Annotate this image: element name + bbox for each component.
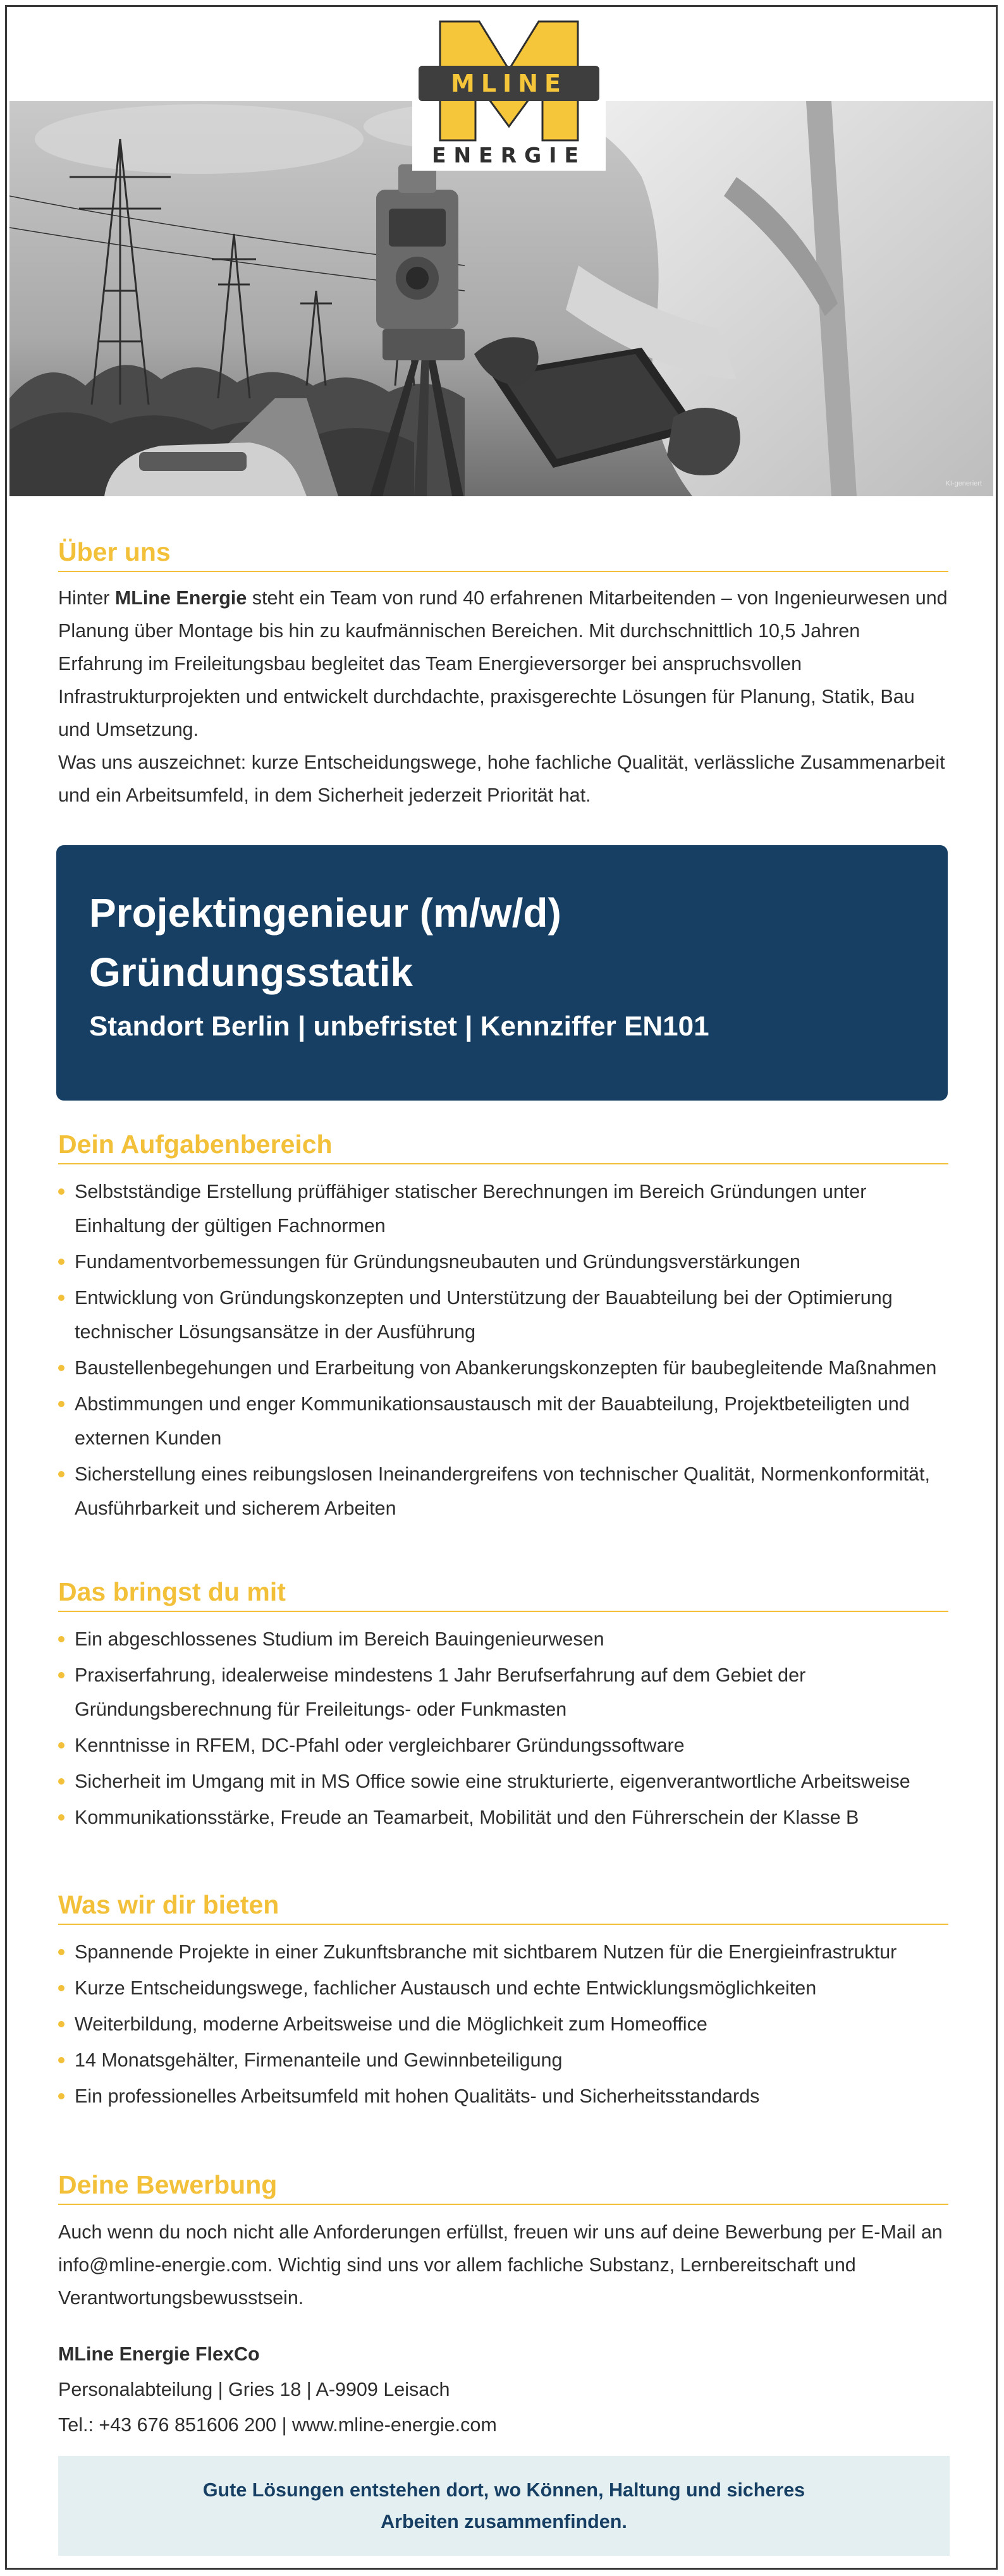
list-item: Weiterbildung, moderne Arbeitsweise und die Möglichkeit zum Homeoffice [58,2007,950,2041]
offer-list [58,1935,950,2115]
contact-address: Personalabteilung | Gries 18 | A-9909 Leisach [58,2379,450,2400]
list-item: Spannende Projekte in einer Zukunftsbranche mit sichtbarem Nutzen für die Energieinfrastruktur [58,1935,950,1969]
list-item: Kurze Entscheidungswege, fachlicher Austausch und echte Entwicklungsmöglichkeiten [58,1971,950,2005]
contact-phone-web: Tel.: +43 676 851606 200 | www.mline-energie.com [58,2414,497,2436]
list-item: Kommunikationsstärke, Freude an Teamarbeit, Mobilität und den Führerschein der Klasse B [58,1800,950,1834]
job-title-line2: Gründungsstatik [89,949,413,995]
tasks-title: Dein Aufgabenbereich [58,1130,948,1164]
list-item: Baustellenbegehungen und Erarbeitung von Abankerungskonzepten für baubegleitende Maßnahmen [58,1351,950,1385]
list-item: Ein professionelles Arbeitsumfeld mit hohen Qualitäts- und Sicherheitsstandards [58,2079,950,2113]
requirements-list [58,1622,950,1836]
about-company: MLine Energie [114,587,247,609]
logo-band-text: MLINE [451,70,567,97]
offer-title: Was wir dir bieten [58,1890,948,1925]
tasks-list [58,1175,950,1527]
application-text: Auch wenn du noch nicht alle Anforderungen erfüllst, freuen wir uns auf deine Bewerbung per E-Mail an info@mline-energie.com. Wichtig sind uns vor allem fachliche Substanz, Lernbereitschaft und Verantwortungsbewusstsein. [58,2221,943,2309]
logo-band [419,66,599,101]
job-title-line1: Projektingenieur (m/w/d) [89,890,561,936]
job-details: Standort Berlin | unbefristet | Kennziffer EN101 [89,1011,709,1042]
about-title: Über uns [58,537,948,572]
about-body: steht ein Team von rund 40 erfahrenen Mitarbeitenden – von Ingenieurwesen und Planung über Montage bis hin zu kaufmännischen Bereichen. Mit durchschnittlich 10,5 Jahren Erfahrung im Freileitungsbau begleitet das Team Energieversorger bei anspruchsvollen Infrastrukturprojekten und entwickelt durchdachte, praxisgerechte Lösungen für Planung, Statik, Bau und Umsetzung. [58,587,948,740]
about-text [58,582,950,812]
list-item: Selbstständige Erstellung prüffähiger statischer Berechnungen im Bereich Gründungen unter Einhaltung der gültigen Fachnormen [58,1175,950,1243]
contact-block [58,2336,950,2443]
list-item: 14 Monatsgehälter, Firmenanteile und Gewinnbeteiligung [58,2043,950,2077]
list-item: Kenntnisse in RFEM, DC-Pfahl oder vergleichbarer Gründungssoftware [58,1728,950,1762]
list-item: Abstimmungen und enger Kommunikationsaustausch mit der Bauabteilung, Projektbeteiligten und externen Kunden [58,1387,950,1455]
about-body-2: Was uns auszeichnet: kurze Entscheidungswege, hohe fachliche Qualität, verlässliche Zusammenarbeit und ein Arbeitsumfeld, in dem Sicherheit jederzeit Priorität hat. [58,752,945,806]
footer-slogan: Gute Lösungen entstehen dort, wo Können, Haltung und sicheres Arbeiten zusammenfinden. [202,2479,805,2532]
list-item: Sicherstellung eines reibungslosen Ineinandergreifens von technischer Qualität, Normenkonformität, Ausführbarkeit und sicherem Arbeiten [58,1457,950,1525]
footer-slogan-box [58,2456,950,2556]
ai-generated-tag: KI-generiert [945,480,982,487]
contact-company: MLine Energie FlexCo [58,2343,260,2365]
about-intro: Hinter [58,587,115,609]
list-item: Sicherheit im Umgang mit in MS Office sowie eine strukturierte, eigenverantwortliche Arbeitsweise [58,1764,950,1798]
application-title: Deine Bewerbung [58,2170,948,2205]
list-item: Entwicklung von Gründungskonzepten und Unterstützung der Bauabteilung bei der Optimierung technischer Lösungsansätze in der Ausführung [58,1281,950,1349]
list-item: Praxiserfahrung, idealerweise mindestens 1 Jahr Berufserfahrung auf dem Gebiet der Gründungsberechnung für Freileitungs- oder Funkmasten [58,1658,950,1726]
list-item: Ein abgeschlossenes Studium im Bereich Bauingenieurwesen [58,1622,950,1656]
list-item: Fundamentvorbemessungen für Gründungsneubauten und Gründungsverstärkungen [58,1245,950,1279]
logo-subtitle: ENERGIE [431,143,587,168]
job-title-box [56,845,948,1101]
requirements-title: Das bringst du mit [58,1577,948,1612]
company-logo [412,14,606,171]
